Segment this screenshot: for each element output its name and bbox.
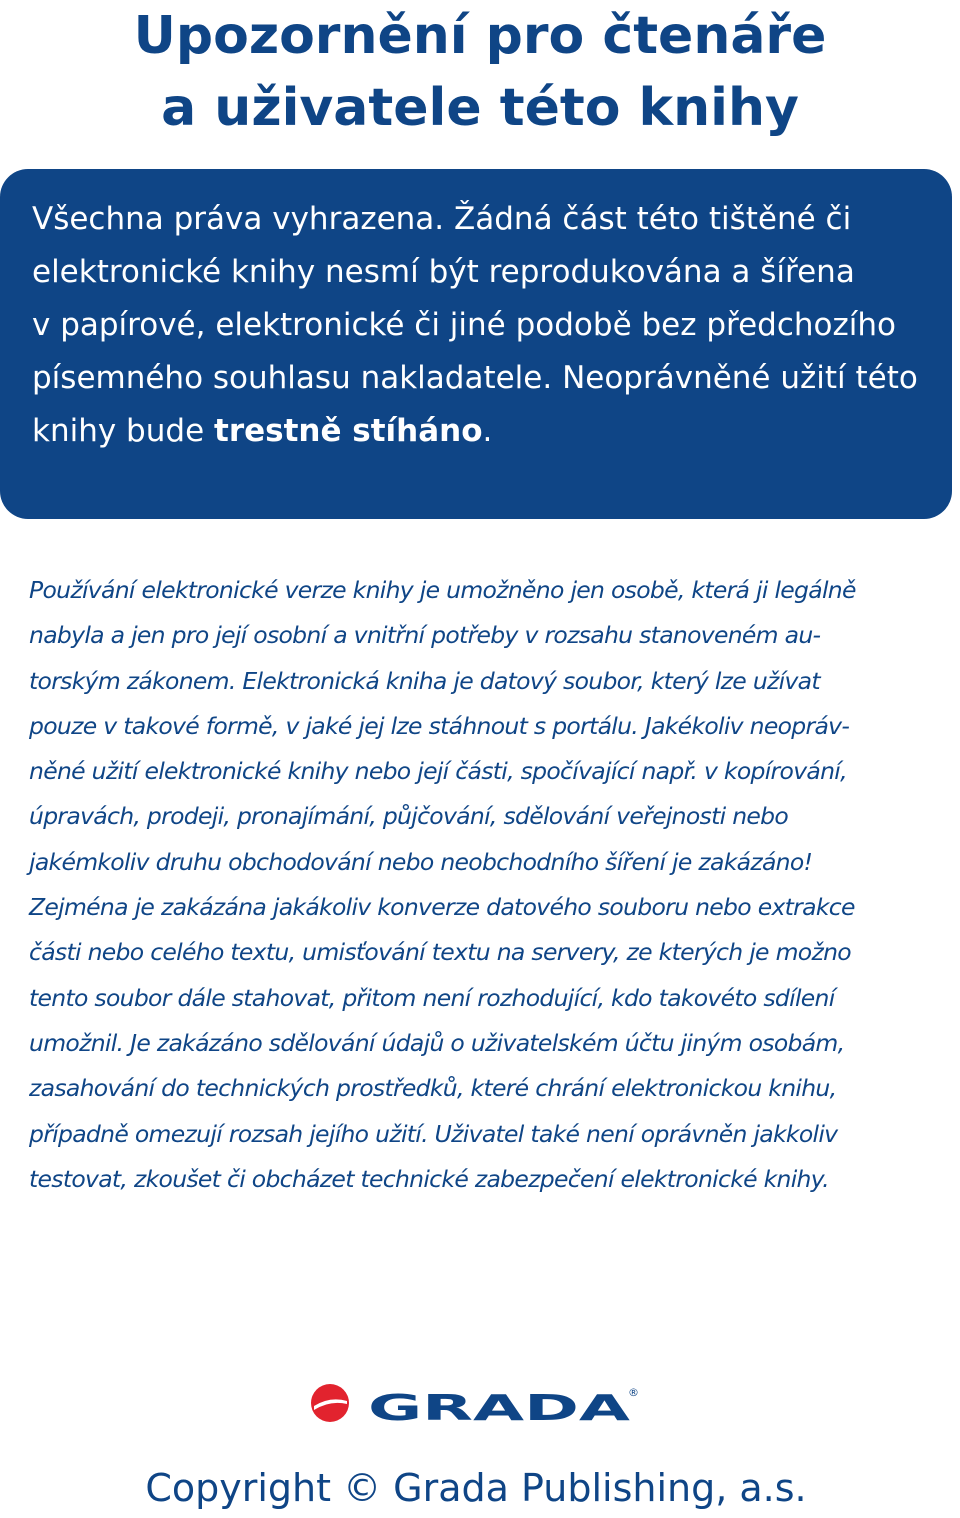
usage-line: torským zákonem. Elektronická kniha je datový soubor, který lze užívat: [29, 666, 820, 695]
usage-line: tento soubor dále stahovat, přitom není rozhodující, kdo takovéto sdílení: [29, 983, 835, 1012]
usage-line: nabyla a jen pro její osobní a vnitřní potřeby v rozsahu stanoveném au-: [29, 621, 821, 650]
grada-wordmark: GRADA: [368, 1388, 631, 1426]
usage-line: testovat, zkoušet či obcházet technické zabezpečení elektronické knihy.: [29, 1164, 829, 1193]
grada-logo-graphic: [310, 1382, 642, 1426]
registered-mark: ®: [628, 1386, 639, 1399]
usage-line: Používání elektronické verze knihy je umožněno jen osobě, která ji legálně: [29, 576, 856, 604]
notice-emphasis: trestně stíháno: [214, 413, 483, 449]
page-title: [0, 0, 960, 144]
usage-line: úpravách, prodeji, pronajímání, půjčování, sdělování veřejnosti nebo: [29, 802, 789, 831]
usage-line: Zejména je zakázána jakákoliv konverze datového souboru nebo extrakce: [29, 893, 855, 922]
notice-last-suffix: .: [482, 413, 493, 449]
grada-e-logo-icon: [311, 1384, 349, 1422]
title-line-1: Upozornění pro čtenáře: [133, 6, 827, 66]
title-line-2: a uživatele této knihy: [161, 78, 799, 138]
usage-line: něné užití elektronické knihy nebo její části, spočívající např. v kopírování,: [29, 757, 847, 786]
rights-notice-text: [32, 193, 932, 458]
usage-line: zasahování do technických prostředků, které chrání elektronickou knihu,: [29, 1074, 837, 1103]
notice-line: elektronické knihy nesmí být reprodukována a šířena: [32, 254, 855, 290]
usage-line: případně omezují rozsah jejího užití. Uživatel také není oprávněn jakkoliv: [29, 1119, 838, 1148]
notice-line: písemného souhlasu nakladatele. Neoprávněné užití této: [32, 360, 918, 396]
notice-line: v papírové, elektronické či jiné podobě bez předchozího: [32, 307, 897, 343]
usage-line: části nebo celého textu, umisťování textu na servery, ze kterých je možno: [29, 938, 851, 967]
usage-line: pouze v takové formě, v jaké jej lze stáhnout s portálu. Jakékoliv neopráv-: [29, 711, 850, 740]
notice-line: Všechna práva vyhrazena. Žádná část této tištěné či: [32, 201, 852, 237]
notice-line-last: [32, 405, 932, 458]
usage-line: jakémkoliv druhu obchodování nebo neobchodního šíření je zakázáno!: [29, 847, 813, 876]
copyright-notice: Copyright © Grada Publishing, a.s.: [145, 1466, 807, 1510]
notice-last-prefix: knihy bude: [32, 413, 214, 449]
usage-line: umožnil. Je zakázáno sdělování údajů o uživatelském účtu jiným osobám,: [29, 1028, 845, 1057]
rights-notice-box: [0, 169, 952, 519]
grada-logo: [310, 1382, 642, 1426]
usage-terms-paragraph: [29, 568, 929, 1202]
